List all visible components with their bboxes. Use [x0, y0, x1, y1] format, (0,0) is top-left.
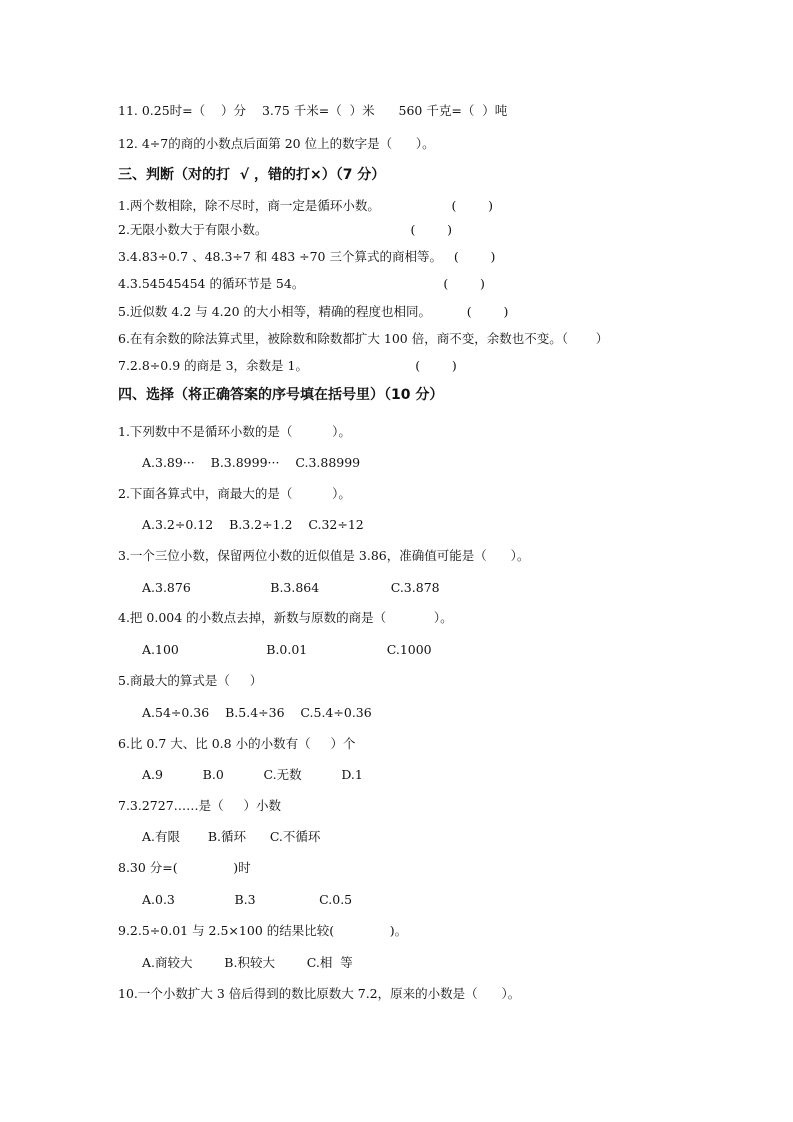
choice-options-3: A.3.876 B.3.864 C.3.878: [142, 580, 440, 595]
choice-options-7: A.有限 B.循环 C.不循环: [142, 829, 321, 844]
choice-question-7: 7.3.2727……是（ ）小数: [118, 798, 282, 813]
choice-question-1: 1.下列数中不是循环小数的是（ ）。: [118, 424, 351, 439]
choice-question-5: 5.商最大的算式是（ ）: [118, 673, 263, 688]
choice-question-9: 9.2.5÷0.01 与 2.5×100 的结果比较( )。: [118, 923, 408, 938]
judge-item-3: 3.4.83÷0.7 、48.3÷7 和 483 ÷70 三个算式的商相等。 ( ): [118, 249, 496, 264]
choice-options-2: A.3.2÷0.12 B.3.2÷1.2 C.32÷12: [142, 517, 364, 532]
section3-heading: 三、判断（对的打 √ ，错的打×）（7 分）: [118, 167, 386, 183]
fill-blank-q12: 12. 4÷7的商的小数点后面第 20 位上的数字是（ ）。: [118, 136, 435, 151]
choice-question-4: 4.把 0.004 的小数点去掉，新数与原数的商是（ ）。: [118, 610, 453, 625]
judge-item-2: 2.无限小数大于有限小数。 ( ): [118, 222, 453, 237]
fill-blank-q11: 11. 0.25时=（ ）分 3.75 千米=（ ）米 560 千克=（ ）吨: [118, 103, 508, 118]
judge-item-4: 4.3.54545454 的循环节是 54。 ( ): [118, 276, 485, 291]
section4-heading: 四、选择（将正确答案的序号填在括号里）（10 分）: [118, 387, 444, 403]
choice-question-10: 10.一个小数扩大 3 倍后得到的数比原数大 7.2，原来的小数是（ ）。: [118, 986, 521, 1001]
choice-question-3: 3.一个三位小数，保留两位小数的近似值是 3.86，准确值可能是（ ）。: [118, 548, 530, 563]
judge-item-6: 6.在有余数的除法算式里，被除数和除数都扩大 100 倍，商不变，余数也不变。（ ）: [118, 331, 609, 346]
choice-question-6: 6.比 0.7 大、比 0.8 小的小数有（ ）个: [118, 736, 356, 751]
judge-item-1: 1.两个数相除，除不尽时，商一定是循环小数。 ( ): [118, 198, 493, 213]
choice-question-2: 2.下面各算式中，商最大的是（ ）。: [118, 486, 351, 501]
choice-question-8: 8.30 分=( )时: [118, 860, 251, 875]
choice-options-6: A.9 B.0 C.无数 D.1: [142, 767, 363, 782]
choice-options-4: A.100 B.0.01 C.1000: [142, 642, 432, 657]
judge-item-5: 5.近似数 4.2 与 4.20 的大小相等，精确的程度也相同。 ( ): [118, 304, 509, 319]
choice-options-5: A.54÷0.36 B.5.4÷36 C.5.4÷0.36: [142, 705, 372, 720]
choice-options-9: A.商较大 B.积较大 C.相 等: [142, 955, 353, 970]
choice-options-8: A.0.3 B.3 C.0.5: [142, 892, 353, 907]
judge-item-7: 7.2.8÷0.9 的商是 3，余数是 1。 ( ): [118, 358, 457, 373]
choice-options-1: A.3.89··· B.3.8999··· C.3.88999: [142, 455, 361, 470]
